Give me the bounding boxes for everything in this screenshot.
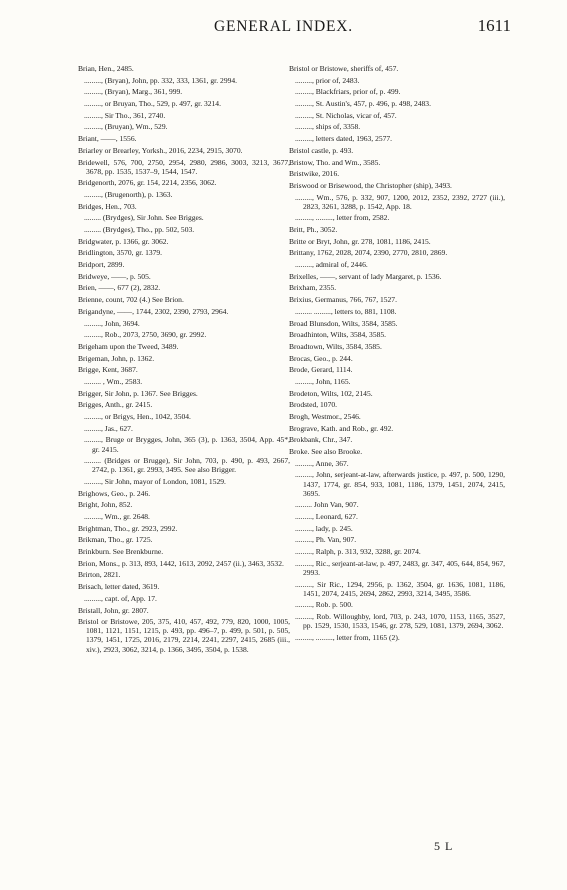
index-entry: Brien, ——, 677 (2), 2832. [78, 283, 161, 293]
index-entry: ........., prior of, 2483. [295, 75, 360, 85]
index-entry: Brigeman, John, p. 1362. [78, 353, 155, 363]
index-entry: Britt, Ph., 3052. [289, 225, 338, 235]
index-entry: Broadtown, Wilts, 3584, 3585. [289, 341, 382, 351]
index-entry: ........., Wm., gr. 2648. [84, 512, 150, 522]
index-entry: ........., letters dated, 1963, 2577. [295, 134, 393, 144]
page-title: GENERAL INDEX. [214, 18, 353, 35]
index-entry: ........., admiral of, 2446. [295, 260, 368, 270]
index-entry: Brograve, Kath. and Rob., gr. 492. [289, 423, 394, 433]
index-entry: ........., Wm., 576, p. 332, 907, 1200, 2012, 2352, 2392, 2727 (iii.), 2823, 3261, 3288, p. 1542, App. 18. [295, 192, 505, 211]
index-entry: ......... ........., letters to, 881, 1108. [295, 306, 397, 316]
index-entry: ........., Blackfriars, prior of, p. 499. [295, 87, 401, 97]
index-entry: ........., Ralph, p. 313, 932, 3288, gr. 2074. [295, 547, 421, 557]
index-entry: Bristwike, 2016. [289, 169, 340, 179]
index-entry: Bristall, John, gr. 2807. [78, 605, 149, 615]
index-entry: ........., Ph. Van, 907. [295, 535, 357, 545]
index-entry: ........., Jas., 627. [84, 423, 133, 433]
index-entry: Bristol or Bristowe, sheriffs of, 457. [289, 64, 399, 73]
index-entry: Brocas, Geo., p. 244. [289, 353, 353, 363]
index-entry: Brixius, Germanus, 766, 767, 1527. [289, 295, 397, 305]
index-entry: Brodsted, 1070. [289, 400, 338, 410]
index-entry: Briant, ——, 1556. [78, 134, 137, 144]
index-entry: Brinkburn. See Brenkburne. [78, 547, 164, 557]
index-entry: ........., Leonard, 627. [295, 512, 358, 522]
index-entry: ........., Sir John, mayor of London, 1081, 1529. [84, 476, 226, 486]
index-entry: Bridges, Hen., 703. [78, 201, 137, 211]
index-entry: Broadhinton, Wilts, 3584, 3585. [289, 330, 387, 340]
index-entry: Brode, Gerard, 1114. [289, 365, 353, 375]
left-index-column [78, 64, 290, 656]
index-entry: Brion, Mons., p. 313, 893, 1442, 1613, 2092, 2457 (ii.), 3463, 3532. [78, 558, 284, 568]
index-entry: Brokbank, Chr., 347. [289, 435, 353, 445]
index-entry: ........., St. Austin's, 457, p. 496, p. 498, 2483. [295, 99, 431, 109]
index-entry: Brirton, 2821. [78, 570, 121, 580]
index-entry: ......... (Brydges), Tho., pp. 502, 503. [84, 225, 195, 235]
index-entry: ........., (Bryan), John, pp. 332, 333, 1361, gr. 2994. [84, 75, 238, 85]
index-entry: ........., ships of, 3358. [295, 122, 361, 132]
index-entry: ........., (Bryan), Marg., 361, 999. [84, 87, 183, 97]
index-entry: ........., Anne, 367. [295, 458, 349, 468]
index-entry: Brisach, letter dated, 3619. [78, 582, 160, 592]
index-entry: ........., or Brigys, Hen., 1042, 3504. [84, 412, 191, 422]
index-entry: Brixham, 2355. [289, 283, 337, 293]
index-entry: Brodeton, Wilts, 102, 2145. [289, 388, 373, 398]
index-entry: Bright, John, 852. [78, 500, 133, 510]
index-entry: Bridewell, 576, 700, 2750, 2954, 2980, 2986, 3003, 3213, 3677, 3678, pp. 1535, 1537–9, 1544, 1547. [78, 157, 290, 176]
index-entry: Briarley or Brearley, Yorksh., 2016, 2234, 2915, 3070. [78, 145, 243, 155]
index-entry: Brigger, Sir John, p. 1367. See Brigges. [78, 388, 198, 398]
index-entry: ........., ........., letter from, 1165 (2). [295, 632, 400, 642]
index-entry: Briswood or Brisewood, the Christopher (ship), 3493. [289, 180, 452, 190]
index-entry: Bridlington, 3570, gr. 1379. [78, 248, 163, 258]
index-entry: ........., Rob., 2073, 2750, 3690, gr. 2992. [84, 330, 207, 340]
page-header [0, 16, 567, 40]
index-entry: Brigeham upon the Tweed, 3489. [78, 341, 179, 351]
index-entry: Brian, Hen., 2485. [78, 64, 134, 73]
index-entry: ........., John, 1165. [295, 376, 351, 386]
index-entry: ......... , Wm., 2583. [84, 376, 143, 386]
index-entry: ........., Sir Ric., 1294, 2956, p. 1362, 3504, gr. 1636, 1081, 1186, 1451, 2074, 2415, 2694, 2862, 2993, 3214, 3495, 3586. [295, 579, 505, 598]
index-entry: ......... John Van, 907. [295, 500, 359, 510]
index-entry: Bristol or Bristowe, 205, 375, 410, 457, 492, 779, 820, 1000, 1005, 1081, 1121, 1151, 1215, p. 493, pp. 496–7, p. 499, p. 501, p. 505, 1379, 1451, 1725, 2016, 2179, 2214, 2241, 2297, 2415, 2685 (iii., xiv.), 2923, 3062, 3214, p. 1366, 3495, 3504, p. 1538. [78, 617, 290, 654]
index-entry: ........., Rob. p. 500. [295, 600, 353, 610]
index-entry: Broad Blunsdon, Wilts, 3584, 3585. [289, 318, 398, 328]
index-entry: Bridgwater, p. 1366, gr. 3062. [78, 236, 169, 246]
index-entry: Britte or Bryt, John, gr. 278, 1081, 1186, 2415. [289, 236, 431, 246]
index-entry: ........., John, serjeant-at-law, afterwards justice, p. 497, p. 500, 1290, 1437, 1774, gr. 854, 933, 1081, 1186, 1379, 1451, 2074, 2415, 3695. [295, 470, 505, 498]
index-entry: ........., St. Nicholas, vicar of, 457. [295, 110, 397, 120]
index-entry: Bridweye, ——, p. 505. [78, 271, 151, 281]
index-entry: Bristol castle, p. 493. [289, 145, 354, 155]
index-entry: Brighows, Geo., p. 246. [78, 488, 151, 498]
index-entry: Bridgenorth, 2076, gr. 154, 2214, 2356, 3062. [78, 178, 217, 188]
index-entry: ........., (Bruyan), Wm., 529. [84, 122, 168, 132]
index-entry: Bristow, Tho. and Wm., 3585. [289, 157, 381, 167]
index-entry: ......... (Brydges), Sir John. See Brigges. [84, 213, 204, 223]
index-entry: ........., Ric., serjeant-at-law, p. 497, 2483, gr. 347, 405, 644, 854, 967, 2993. [295, 558, 505, 577]
index-entry: ........., lady, p. 245. [295, 523, 353, 533]
index-entry: Brittany, 1762, 2028, 2074, 2390, 2770, 2810, 2869. [289, 248, 448, 258]
index-entry: ........., Rob. Willoughby, lord, 703, p. 243, 1070, 1153, 1165, 3527, pp. 1529, 1530, 1533, 1546, gr. 278, 529, 1081, 1379, 2694, 3062. [295, 612, 505, 631]
index-entry: ........., John, 3694. [84, 318, 140, 328]
index-entry: Brigges, Anth., gr. 2415. [78, 400, 153, 410]
index-entry: ........., capt. of, App. 17. [84, 593, 157, 603]
index-entry: ........., Bruge or Brygges, John, 365 (3), p. 1363, 3504, App. 45*, gr. 2415. [84, 435, 290, 454]
index-entry: Brikman, Tho., gr. 1725. [78, 535, 153, 545]
index-entry: Broke. See also Brooke. [289, 447, 363, 457]
index-entry: ........., or Bruyan, Tho., 529, p. 497, gr. 3214. [84, 99, 221, 109]
index-entry: ........., (Brugenorth), p. 1363. [84, 189, 173, 199]
index-entry: ......... (Bridges or Brugge), Sir John, 703, p. 490, p. 493, 2667, 2742, p. 1361, gr. 2993, 3495. See also Brigger. [84, 456, 290, 475]
index-entry: Brienne, count, 702 (4.) See Brion. [78, 295, 184, 305]
index-entry: Brixelles, ——, servant of lady Margaret, p. 1536. [289, 271, 442, 281]
index-entry: Brigandyne, ——, 1744, 2302, 2390, 2793, 2964. [78, 306, 229, 316]
index-entry: Brigge, Kent, 3687. [78, 365, 138, 375]
index-entry: Brightman, Tho., gr. 2923, 2992. [78, 523, 178, 533]
index-entry: Brogh, Westmor., 2546. [289, 412, 361, 422]
right-index-column [289, 64, 505, 645]
signature-mark: 5 L [434, 839, 454, 853]
page-number: 1611 [477, 16, 511, 35]
index-entry: Bridport, 2899. [78, 260, 125, 270]
index-entry: ........., ........., letter from, 2582. [295, 213, 390, 223]
index-entry: ........., Sir Tho., 361, 2740. [84, 110, 166, 120]
